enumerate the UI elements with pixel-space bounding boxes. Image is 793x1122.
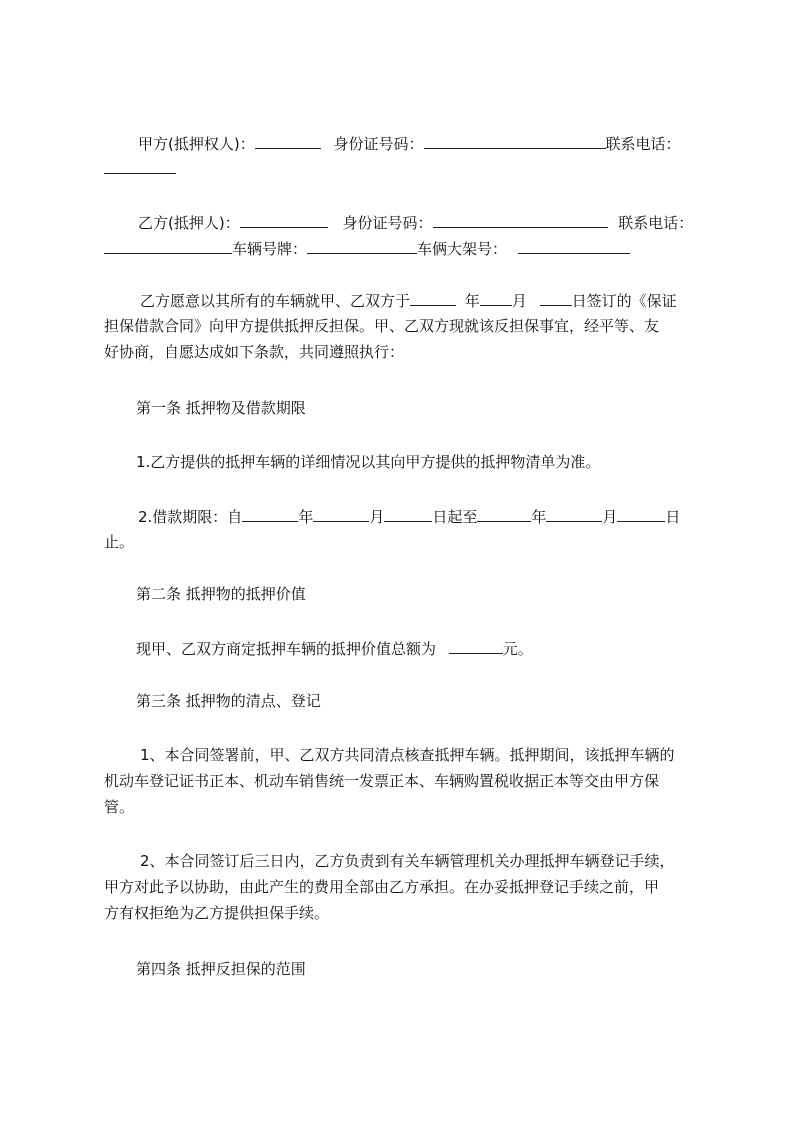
end-day-field[interactable] <box>617 506 665 522</box>
article-3-p1-line-1: 1、本合同签署前，甲、乙双方共同清点核查抵押车辆。抵押期间，该抵押车辆的 <box>140 746 675 764</box>
party-b-phone-label: 联系电话： <box>618 214 694 232</box>
start-day-field[interactable] <box>384 506 432 522</box>
start-year-field[interactable] <box>242 506 298 522</box>
loan-term-label: 2.借款期限：自 <box>138 508 243 526</box>
party-a-phone-line <box>104 158 176 179</box>
article-4-title: 第四条 抵押反担保的范围 <box>136 960 306 978</box>
start-month-field[interactable] <box>313 506 369 522</box>
intro-year-label: 年 <box>464 292 480 310</box>
article-1-item-2-end: 止。 <box>104 533 135 551</box>
intro-text-b: 日签订的《保证 <box>571 292 677 310</box>
party-a-name-field[interactable] <box>255 133 321 149</box>
mortgage-value-field[interactable] <box>449 638 503 654</box>
article-3-p2-line-2: 甲方对此予以协助，由此产生的费用全部由乙方承担。在办妥抵押登记手续之前，甲 <box>104 878 660 896</box>
party-b-vehicle-line <box>104 238 630 259</box>
intro-line-3: 好协商，自愿达成如下条款，共同遵照执行： <box>104 343 405 361</box>
article-3-p1-line-3: 管。 <box>104 798 135 816</box>
end-month-field[interactable] <box>546 506 602 522</box>
intro-month-label: 月 <box>511 292 527 310</box>
frame-field[interactable] <box>518 238 630 254</box>
intro-year-field[interactable] <box>410 290 456 306</box>
end-year-field[interactable] <box>477 506 531 522</box>
intro-line-2: 担保借款合同》向甲方提供抵押反担保。甲、乙双方现就该反担保事宜，经平等、友 <box>104 317 660 335</box>
article-3-p2-line-1: 2、本合同签订后三日内，乙方负责到有关车辆管理机关办理抵押车辆登记手续， <box>140 852 675 870</box>
party-b-id-label: 身份证号码： <box>342 214 433 232</box>
party-a-line <box>138 133 681 154</box>
intro-line-1 <box>140 290 677 311</box>
party-b-label: 乙方(抵押人)： <box>138 214 240 232</box>
article-3-title: 第三条 抵押物的清点、登记 <box>136 692 321 710</box>
article-3-p2-line-3: 方有权拒绝为乙方提供担保手续。 <box>104 904 330 922</box>
frame-label: 车俩大架号： <box>417 240 508 258</box>
party-b-id-field[interactable] <box>433 212 608 228</box>
party-a-phone-field[interactable] <box>104 158 176 174</box>
party-b-phone-field[interactable] <box>104 238 232 254</box>
party-b-line <box>138 212 693 233</box>
article-2-title: 第二条 抵押物的抵押价值 <box>136 585 306 603</box>
article-1-item-2 <box>138 506 680 527</box>
party-a-label: 甲方(抵押权人)： <box>138 135 255 153</box>
plate-field[interactable] <box>307 238 417 254</box>
article-1-title: 第一条 抵押物及借款期限 <box>136 399 306 417</box>
plate-label: 车辆号牌： <box>232 240 308 258</box>
party-a-id-label: 身份证号码： <box>333 135 424 153</box>
article-2-text-a: 现甲、乙双方商定抵押车辆的抵押价值总额为 <box>136 640 437 658</box>
start-month-label: 月 <box>369 508 385 526</box>
from-to-label: 日起至 <box>432 508 478 526</box>
intro-text-a: 乙方愿意以其所有的车辆就甲、乙双方于 <box>140 292 411 310</box>
end-month-label: 月 <box>602 508 618 526</box>
article-3-p1-line-2: 机动车登记证书正本、机动车销售统一发票正本、车辆购置税收据正本等交由甲方保 <box>104 772 660 790</box>
intro-day-field[interactable] <box>540 290 572 306</box>
party-b-name-field[interactable] <box>240 212 328 228</box>
end-day-label: 日 <box>665 508 681 526</box>
article-2-text-b: 元。 <box>502 640 533 658</box>
end-year-label: 年 <box>531 508 547 526</box>
start-year-label: 年 <box>298 508 314 526</box>
party-a-phone-label: 联系电话： <box>605 135 681 153</box>
article-1-item-1: 1.乙方提供的抵押车辆的详细情况以其向甲方提供的抵押物清单为准。 <box>136 453 601 471</box>
article-2-text <box>136 638 533 659</box>
party-a-id-field[interactable] <box>424 133 606 149</box>
intro-month-field[interactable] <box>480 290 512 306</box>
